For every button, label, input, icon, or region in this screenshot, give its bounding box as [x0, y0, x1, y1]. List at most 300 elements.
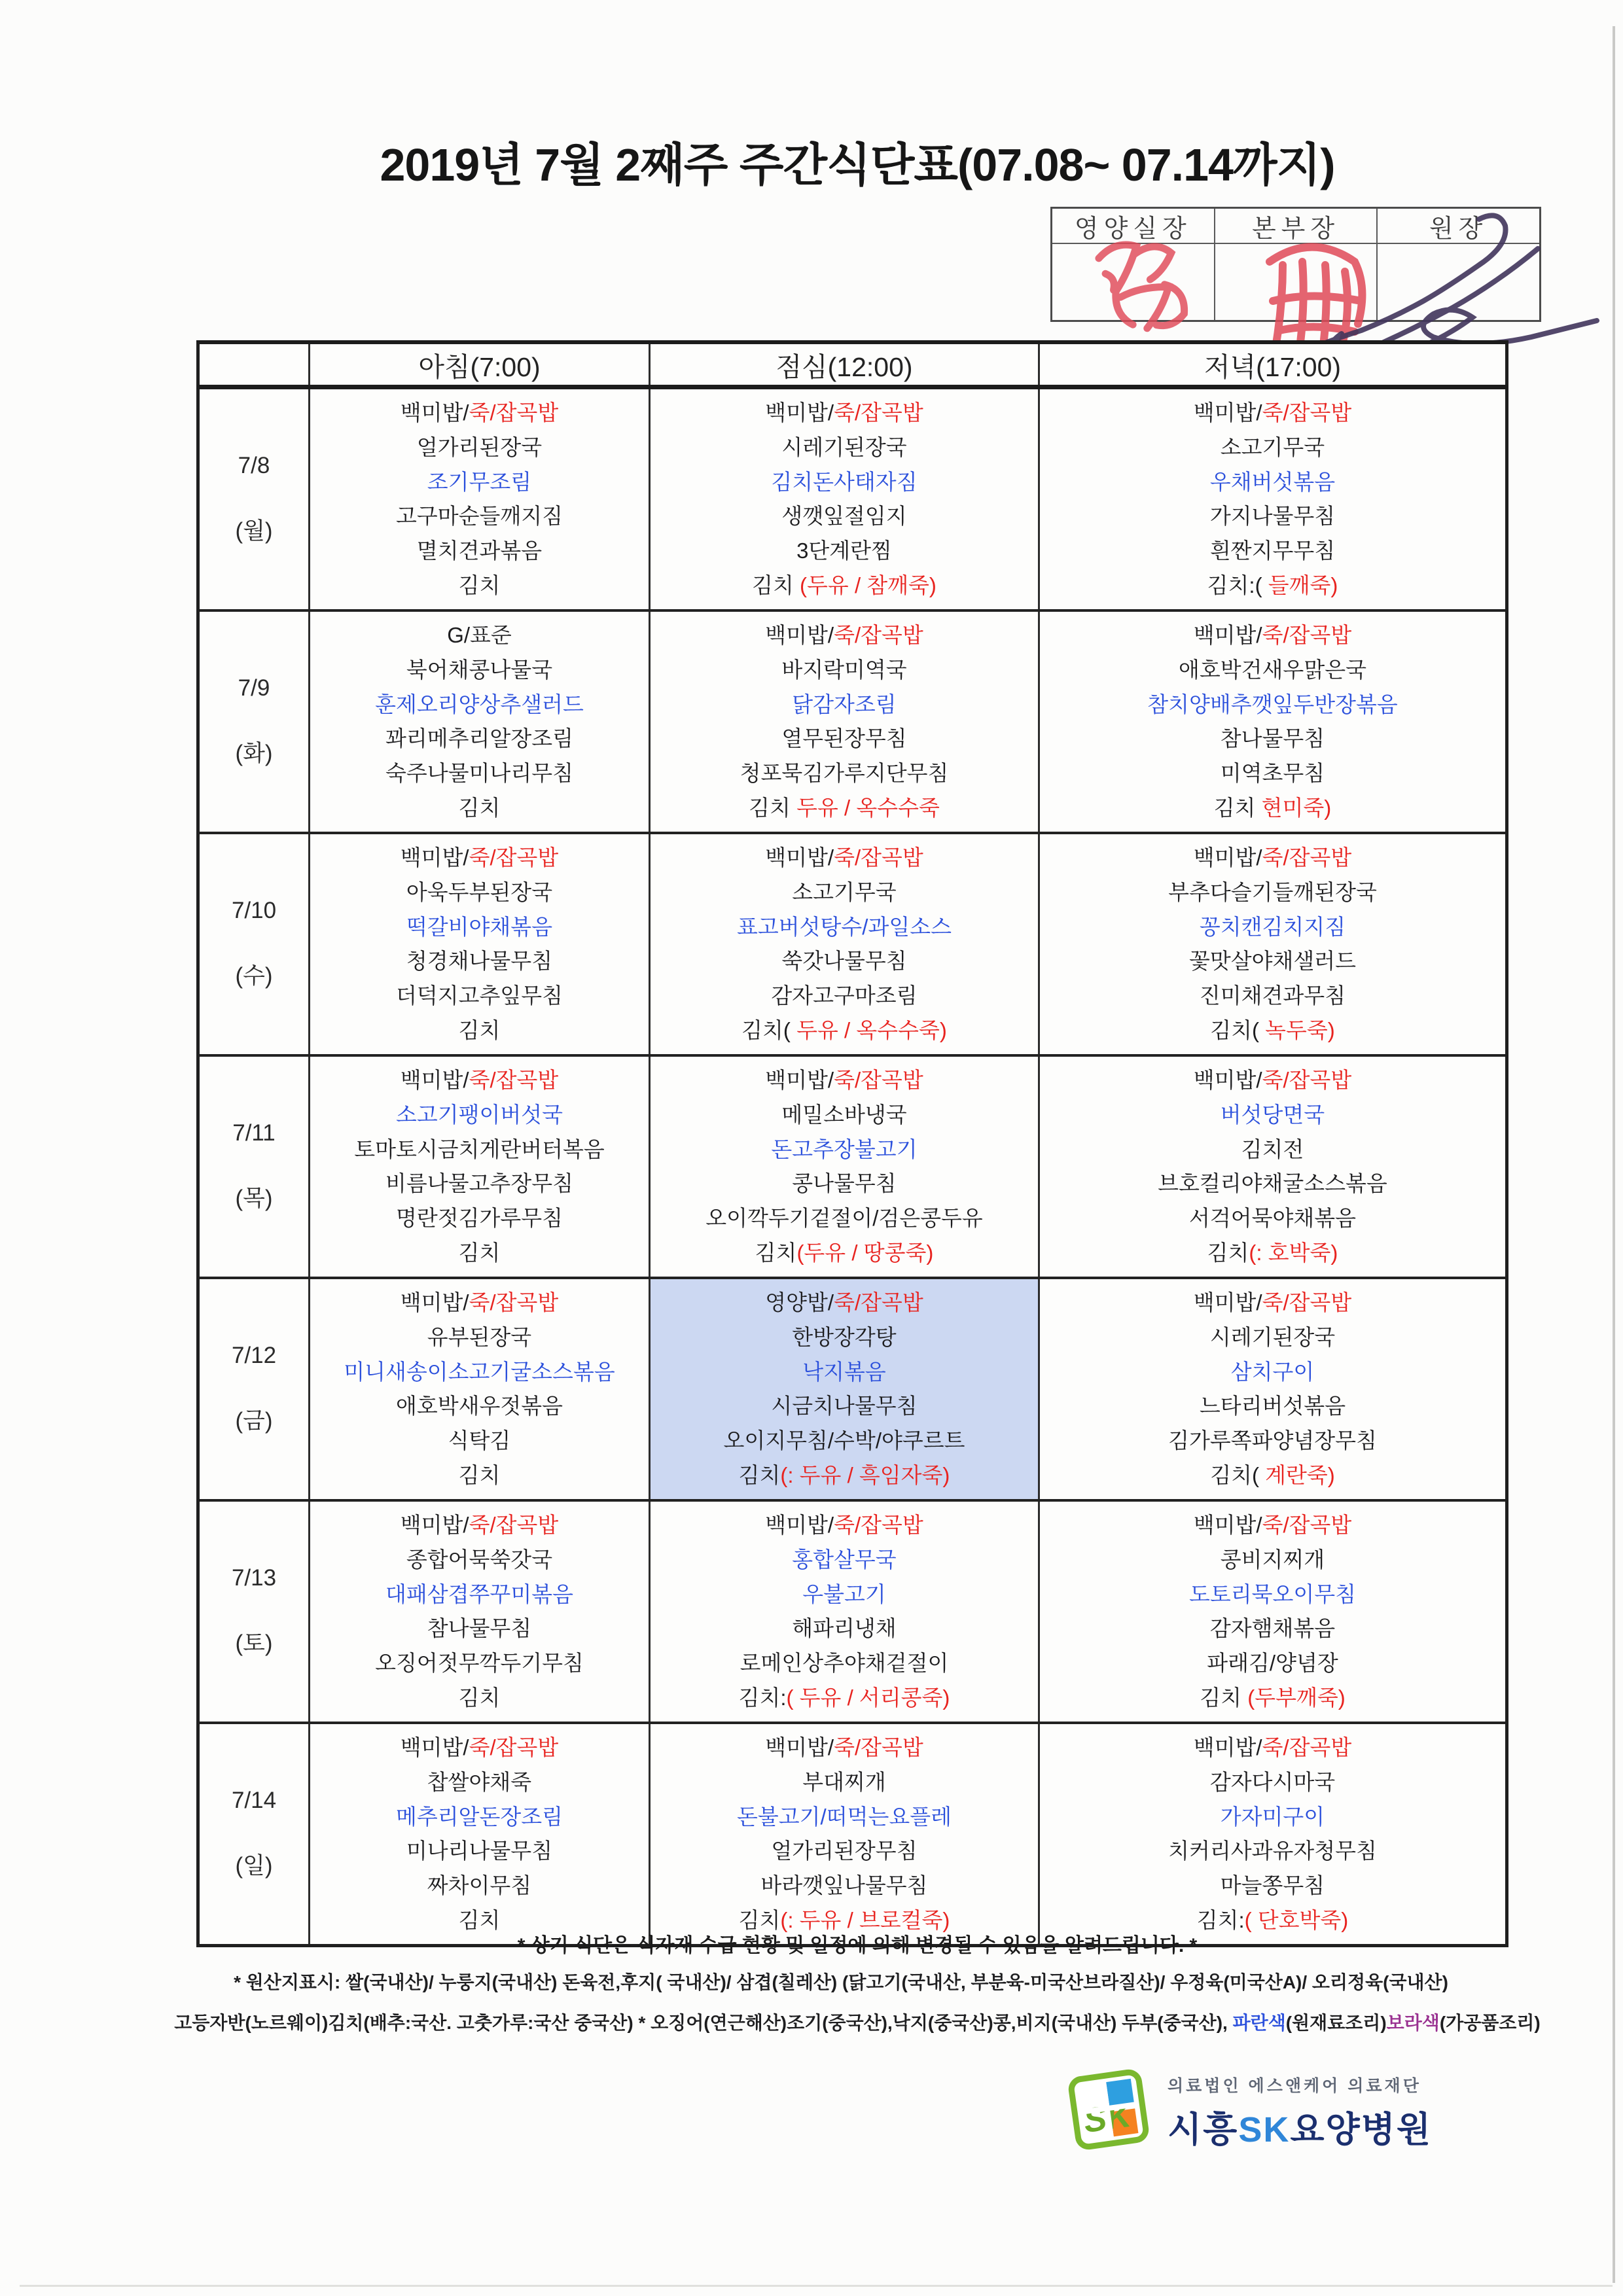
- text-segment: 찹쌀야채죽: [427, 1770, 532, 1795]
- text-segment: 콩나물무침: [792, 1171, 897, 1196]
- hospital-name-suffix: 요양병원: [1290, 2110, 1432, 2149]
- menu-row-7/14: [198, 1723, 1507, 1946]
- column-header-dinner: 저녁(17:00): [1039, 342, 1507, 387]
- text-segment: 꽃맛살야채샐러드: [1188, 949, 1357, 974]
- text-segment: 오이지무침/수박/야쿠르트: [723, 1428, 965, 1453]
- date-cell-7/13: [198, 1500, 310, 1723]
- text-segment: 메추리알돈장조림: [395, 1804, 563, 1829]
- menu-line: [1210, 539, 1335, 563]
- menu-line: [1189, 1206, 1356, 1231]
- menu-line: [792, 880, 896, 905]
- text-segment: 오징어젓무깍두기무침: [375, 1650, 584, 1675]
- menu-table: [196, 340, 1508, 1947]
- menu-line: [1179, 658, 1366, 682]
- text-segment: 계란죽): [1258, 1462, 1335, 1487]
- date-label: 7/9: [238, 675, 270, 701]
- text-segment: 소고기무국: [792, 880, 897, 905]
- text-segment: 김치: [458, 1907, 501, 1932]
- text-segment: 김치(: [741, 1017, 791, 1042]
- text-segment: 감자햄채볶음: [1209, 1616, 1336, 1641]
- text-segment: 죽/잡곡밥: [469, 1068, 559, 1093]
- text-segment: 백미밥/: [400, 845, 469, 870]
- date-label: 7/14: [231, 1788, 277, 1813]
- menu-line: [396, 1206, 563, 1231]
- text-segment: 죽/잡곡밥: [469, 1735, 559, 1760]
- text-segment: 삼치구이: [1230, 1359, 1315, 1384]
- text-segment: 홍합살무국: [792, 1547, 897, 1572]
- text-segment: 돈불고기/떠먹는요플레: [737, 1804, 952, 1829]
- approval-table: [1050, 207, 1541, 322]
- menu-line: [1221, 1103, 1325, 1127]
- day-of-week-label: (토): [235, 1631, 273, 1656]
- text-segment: 죽/잡곡밥: [1262, 623, 1352, 648]
- text-segment: 미나리나물무침: [406, 1839, 553, 1863]
- date-cell-7/9: [198, 610, 310, 833]
- text-segment: 김치: [458, 795, 501, 820]
- text-segment: 열무된장무침: [781, 726, 907, 751]
- text-segment: 멸치견과볶음: [416, 538, 543, 563]
- menu-line: [401, 1513, 559, 1538]
- menu-line: [771, 1394, 917, 1419]
- menu-line: [771, 1839, 917, 1863]
- text-segment: 토마토시금치게란버터복음: [354, 1137, 605, 1161]
- text-segment: 느타리버섯볶음: [1199, 1394, 1346, 1419]
- menu-line: [1194, 1735, 1352, 1760]
- menu-line: [385, 726, 573, 751]
- approval-stamp-cell-2: [1215, 244, 1378, 320]
- text-segment: 고구마순들깨지짐: [395, 504, 563, 529]
- menu-line: [1210, 470, 1335, 495]
- menu-line: [1221, 1873, 1325, 1898]
- text-segment: 조기무조림: [427, 469, 532, 494]
- text-segment: 백미밥/: [1193, 1735, 1262, 1760]
- text-segment: 참치양배추깻잎두반장볶음: [1147, 692, 1398, 716]
- text-segment: 우채버섯볶음: [1209, 469, 1336, 494]
- menu-line: [1194, 1290, 1352, 1315]
- menu-line: [427, 1325, 531, 1350]
- menu-cell-7/10-dinner: [1039, 833, 1507, 1055]
- text-segment: 파란색: [1232, 2013, 1286, 2033]
- menu-line: [1210, 1463, 1335, 1488]
- text-segment: 백미밥/: [765, 623, 834, 648]
- day-of-week-label: (수): [235, 963, 273, 989]
- text-segment: 꽁치캔김치지짐: [1199, 914, 1346, 939]
- menu-line: [1210, 504, 1335, 529]
- text-segment: 백미밥/: [1193, 1068, 1262, 1093]
- text-segment: 김치: [458, 1685, 501, 1710]
- menu-line: [406, 915, 552, 940]
- text-segment: 영양밥/: [765, 1290, 834, 1315]
- menu-line: [765, 400, 923, 425]
- text-segment: 백미밥/: [765, 1068, 834, 1093]
- text-segment: 죽/잡곡밥: [834, 1068, 923, 1093]
- menu-row-7/10: [198, 833, 1507, 1055]
- menu-line: [792, 692, 896, 717]
- text-segment: 죽/잡곡밥: [834, 1290, 923, 1315]
- menu-line: [1200, 1394, 1346, 1419]
- menu-line: [781, 1103, 906, 1127]
- origin-info-line-2: [105, 2009, 1610, 2035]
- text-segment: 닭감자조림: [792, 692, 897, 716]
- text-segment: G/표준: [447, 623, 512, 648]
- text-segment: 김치: [738, 1462, 781, 1487]
- text-segment: 표고버섯탕수/과일소스: [737, 914, 952, 939]
- menu-line: [1207, 573, 1338, 598]
- menu-line: [1200, 983, 1346, 1008]
- menu-line: [1210, 1770, 1335, 1795]
- text-segment: 한방장각탕: [792, 1325, 897, 1350]
- date-label: 7/10: [231, 898, 277, 923]
- menu-row-7/8: [198, 387, 1507, 611]
- menu-line: [1231, 1360, 1315, 1385]
- menu-line: [781, 658, 906, 682]
- text-segment: 김치: [458, 1017, 501, 1042]
- date-cell-7/11: [198, 1055, 310, 1278]
- menu-line: [406, 1547, 552, 1572]
- text-segment: 가자미구이: [1220, 1804, 1325, 1829]
- menu-line: [1207, 1241, 1338, 1265]
- menu-line: [705, 1206, 983, 1231]
- text-segment: 식탁김: [448, 1428, 511, 1453]
- text-segment: 백미밥/: [1193, 1513, 1262, 1538]
- menu-line: [741, 1018, 947, 1043]
- menu-line: [792, 1325, 896, 1350]
- text-segment: 김치: [738, 1907, 781, 1932]
- text-segment: 김치: [755, 1240, 797, 1265]
- text-segment: 백미밥/: [400, 400, 469, 425]
- text-segment: 치커리사과유자청무침: [1168, 1839, 1377, 1863]
- menu-line: [396, 1805, 563, 1829]
- menu-line: [792, 1547, 896, 1572]
- text-segment: 마늘쫑무침: [1220, 1873, 1325, 1898]
- text-segment: 죽/잡곡밥: [1262, 400, 1352, 425]
- text-segment: 김치:: [738, 1685, 787, 1710]
- menu-cell-7/12-dinner: [1039, 1278, 1507, 1500]
- text-segment: 죽/잡곡밥: [469, 400, 559, 425]
- text-segment: 대패삼겹쭈꾸미볶음: [385, 1581, 573, 1606]
- menu-line: [459, 1686, 501, 1710]
- menu-line: [771, 1137, 917, 1162]
- hospital-logo-text: [1168, 2066, 1432, 2152]
- text-segment: 생깻잎절임지: [781, 504, 907, 529]
- text-segment: 김치:(: [1207, 573, 1262, 597]
- text-segment: 백미밥/: [765, 845, 834, 870]
- menu-cell-7/11-dinner: [1039, 1055, 1507, 1278]
- text-segment: 죽/잡곡밥: [1262, 1513, 1352, 1538]
- menu-line: [771, 470, 917, 495]
- menu-row-7/12: [198, 1278, 1507, 1500]
- menu-line: [1207, 1651, 1338, 1676]
- text-segment: 죽/잡곡밥: [469, 845, 559, 870]
- text-segment: 애호박새우젓볶음: [395, 1394, 563, 1419]
- text-segment: 김치전: [1241, 1137, 1304, 1161]
- menu-line: [739, 1463, 950, 1488]
- text-segment: 백미밥/: [400, 1513, 469, 1538]
- text-segment: 흰짠지무무침: [1209, 538, 1336, 563]
- menu-line: [1200, 1686, 1345, 1710]
- menu-line: [1214, 796, 1332, 821]
- menu-line: [375, 692, 584, 717]
- menu-table-header: [198, 342, 1507, 387]
- text-segment: 꽈리메추리알장조림: [385, 726, 573, 751]
- menu-line: [1194, 845, 1352, 870]
- text-segment: 청포묵김가루지단무침: [740, 760, 949, 785]
- text-segment: 숙주나물미나리무침: [385, 760, 573, 785]
- menu-line: [1194, 623, 1352, 648]
- menu-line: [427, 1770, 531, 1795]
- menu-line: [447, 623, 512, 648]
- menu-line: [740, 761, 949, 786]
- text-segment: 김치(: [1210, 1017, 1259, 1042]
- text-segment: 애호박건새우맑은국: [1179, 658, 1366, 682]
- text-segment: 참나물무침: [1220, 726, 1325, 751]
- hospital-name-sk: SK: [1238, 2110, 1291, 2149]
- text-segment: 죽/잡곡밥: [834, 1735, 923, 1760]
- text-segment: 시레기된장국: [1209, 1325, 1336, 1350]
- date-label: 7/13: [231, 1565, 277, 1591]
- text-segment: 버섯당면국: [1220, 1103, 1325, 1127]
- approval-stamp-cell-1: [1052, 244, 1215, 320]
- day-of-week-label: (화): [235, 741, 273, 766]
- menu-line: [802, 1582, 886, 1607]
- menu-line: [417, 435, 542, 460]
- text-segment: 녹두죽): [1258, 1017, 1335, 1042]
- text-segment: 청경채나물무침: [406, 949, 553, 974]
- menu-line: [765, 845, 923, 870]
- menu-line: [385, 761, 573, 786]
- menu-line: [802, 1770, 886, 1795]
- text-segment: 바지락미역국: [781, 658, 907, 682]
- menu-line: [401, 1735, 559, 1760]
- text-segment: 현미죽): [1255, 795, 1332, 820]
- text-segment: 죽/잡곡밥: [834, 1513, 923, 1538]
- hospital-name: [1168, 2102, 1432, 2152]
- menu-line: [1210, 1018, 1335, 1043]
- menu-cell-7/14-dinner: [1039, 1723, 1507, 1946]
- text-segment: 메밀소바냉국: [781, 1103, 907, 1127]
- text-segment: 백미밥/: [765, 1513, 834, 1538]
- text-segment: 백미밥/: [400, 1068, 469, 1093]
- menu-line: [344, 1360, 615, 1385]
- menu-line: [459, 796, 501, 821]
- menu-line: [1221, 435, 1325, 460]
- menu-line: [739, 1686, 950, 1710]
- text-segment: 시금치나물무침: [771, 1394, 918, 1419]
- menu-line: [781, 726, 906, 751]
- menu-line: [724, 1428, 965, 1453]
- text-segment: 김치(: [1210, 1462, 1259, 1487]
- menu-line: [1210, 1325, 1335, 1350]
- text-segment: 얼가리된장국: [416, 435, 543, 460]
- menu-line: [781, 949, 906, 974]
- menu-line: [771, 983, 917, 1008]
- text-segment: 김치: [1207, 1240, 1249, 1265]
- text-segment: 죽/잡곡밥: [469, 1290, 559, 1315]
- text-segment: 죽/잡곡밥: [469, 1513, 559, 1538]
- text-segment: 감자고구마조림: [771, 983, 918, 1008]
- text-segment: 보라색: [1386, 2013, 1440, 2033]
- menu-line: [427, 1873, 531, 1898]
- day-of-week-label: (금): [235, 1408, 273, 1434]
- menu-line: [1241, 1137, 1304, 1162]
- text-segment: 죽/잡곡밥: [1262, 1735, 1352, 1760]
- text-segment: 백미밥/: [1193, 1290, 1262, 1315]
- text-segment: 미니새송이소고기굴소스볶음: [344, 1359, 615, 1384]
- page-title: 2019년 7월 2째주 주간식단표(07.08~ 07.14까지): [380, 139, 1335, 190]
- menu-line: [792, 1171, 896, 1196]
- menu-line: [401, 400, 559, 425]
- menu-line: [385, 1582, 573, 1607]
- menu-line: [1210, 1616, 1335, 1641]
- text-segment: 해파리냉채: [792, 1616, 897, 1641]
- menu-line: [401, 1290, 559, 1315]
- text-segment: 김치: [458, 1462, 501, 1487]
- date-label: 7/8: [238, 453, 270, 478]
- approval-header-row: [1052, 209, 1539, 244]
- menu-cell-7/13-breakfast: [310, 1500, 650, 1723]
- approval-stamp-cell-3: [1378, 244, 1539, 320]
- menu-line: [1189, 949, 1356, 974]
- menu-line: [781, 435, 906, 460]
- text-segment: 죽/잡곡밥: [1262, 1068, 1352, 1093]
- menu-line: [1194, 1513, 1352, 1538]
- text-segment: 소고기무국: [1220, 435, 1325, 460]
- text-segment: 종합어묵쑥갓국: [406, 1547, 553, 1572]
- text-segment: 백미밥/: [400, 1290, 469, 1315]
- menu-line: [406, 658, 552, 682]
- hospital-name-prefix: 시흥: [1168, 2110, 1239, 2149]
- menu-cell-7/12-lunch: [650, 1278, 1039, 1500]
- day-of-week-label: (일): [235, 1853, 273, 1879]
- menu-cell-7/14-breakfast: [310, 1723, 650, 1946]
- menu-line: [737, 915, 952, 940]
- text-segment: (: 두유 / 브로컬죽): [780, 1907, 950, 1932]
- column-header-breakfast: 아침(7:00): [310, 342, 650, 387]
- scan-edge-right: [1613, 26, 1615, 2283]
- menu-line: [1221, 1805, 1325, 1829]
- menu-line: [427, 1616, 531, 1641]
- menu-line: [459, 573, 501, 598]
- menu-line: [401, 845, 559, 870]
- menu-row-7/11: [198, 1055, 1507, 1278]
- hospital-logo: [1065, 2066, 1432, 2153]
- menu-line: [752, 573, 936, 598]
- text-segment: 들깨죽): [1262, 573, 1338, 597]
- text-segment: 브호컬리야채굴소스볶음: [1158, 1171, 1387, 1196]
- menu-line: [781, 504, 906, 529]
- text-segment: 짜차이무침: [427, 1873, 532, 1898]
- approval-header-director: 원장: [1378, 209, 1539, 244]
- menu-line: [765, 1068, 923, 1093]
- menu-line: [459, 1018, 501, 1043]
- text-segment: 김가루쪽파양념장무침: [1168, 1428, 1377, 1453]
- menu-cell-7/10-breakfast: [310, 833, 650, 1055]
- menu-cell-7/11-breakfast: [310, 1055, 650, 1278]
- text-segment: 우불고기: [802, 1581, 886, 1606]
- menu-line: [1194, 400, 1352, 425]
- menu-line: [765, 623, 923, 648]
- text-segment: 오이깍두기겉절이/검은콩두유: [705, 1205, 983, 1230]
- text-segment: 백미밥/: [1193, 400, 1262, 425]
- menu-line: [737, 1805, 952, 1829]
- date-label: 7/12: [231, 1343, 277, 1368]
- text-segment: 바라깻잎나물무침: [760, 1873, 928, 1898]
- menu-line: [354, 1137, 605, 1162]
- menu-line: [1168, 880, 1377, 905]
- menu-line: [760, 1873, 927, 1898]
- menu-line: [1147, 692, 1398, 717]
- menu-cell-7/10-lunch: [650, 833, 1039, 1055]
- text-segment: 3단계란찜: [796, 538, 892, 563]
- menu-cell-7/14-lunch: [650, 1723, 1039, 1946]
- text-segment: 로메인상추야채겉절이: [740, 1650, 949, 1675]
- text-segment: 부대찌개: [802, 1770, 886, 1795]
- text-segment: 미역초무침: [1220, 760, 1325, 785]
- text-segment: 감자다시마국: [1209, 1770, 1336, 1795]
- text-segment: 김치: [752, 573, 794, 597]
- text-segment: 백미밥/: [1193, 623, 1262, 648]
- menu-row-7/9: [198, 610, 1507, 833]
- text-segment: 참나물무침: [427, 1616, 532, 1641]
- text-segment: (원재료조리): [1285, 2013, 1387, 2033]
- text-segment: 김치:: [1196, 1907, 1245, 1932]
- text-segment: 김치: [1200, 1685, 1242, 1710]
- origin-info-line-1: [92, 1968, 1590, 1994]
- text-segment: 김치: [458, 573, 501, 597]
- menu-line: [1158, 1171, 1387, 1196]
- menu-line: [427, 470, 531, 495]
- menu-cell-7/13-dinner: [1039, 1500, 1507, 1723]
- menu-line: [755, 1241, 934, 1265]
- menu-line: [765, 1290, 923, 1315]
- date-cell-7/10: [198, 833, 310, 1055]
- approval-header-division-head: 본부장: [1215, 209, 1378, 244]
- text-segment: 백미밥/: [765, 400, 834, 425]
- menu-line: [396, 504, 563, 529]
- text-segment: 백미밥/: [400, 1735, 469, 1760]
- menu-line: [459, 1241, 501, 1265]
- menu-line: [406, 1839, 552, 1863]
- text-segment: 낙지볶음: [802, 1359, 886, 1384]
- text-segment: 백미밥/: [765, 1735, 834, 1760]
- menu-line: [749, 796, 940, 821]
- text-segment: 김치돈사태자짐: [771, 469, 918, 494]
- menu-cell-7/9-dinner: [1039, 610, 1507, 833]
- date-label: 7/11: [232, 1120, 276, 1146]
- menu-line: [802, 1360, 886, 1385]
- menu-line: [792, 1616, 896, 1641]
- menu-line: [406, 949, 552, 974]
- approval-stamp-row: [1052, 244, 1539, 320]
- text-segment: 백미밥/: [1193, 845, 1262, 870]
- text-segment: 소고기팽이버섯국: [395, 1103, 563, 1127]
- text-segment: ( 단호박죽): [1244, 1907, 1349, 1932]
- text-segment: ( 두유 / 서리콩죽): [786, 1685, 950, 1710]
- menu-line: [765, 1513, 923, 1538]
- menu-cell-7/9-lunch: [650, 610, 1039, 833]
- menu-row-7/13: [198, 1500, 1507, 1723]
- text-segment: 진미채견과무침: [1199, 983, 1346, 1008]
- text-segment: 비름나물고추장무침: [385, 1171, 573, 1196]
- menu-line: [406, 880, 552, 905]
- text-segment: 시레기된장국: [781, 435, 907, 460]
- menu-line: [1189, 1582, 1356, 1607]
- menu-line: [396, 1394, 563, 1419]
- date-cell-7/12: [198, 1278, 310, 1500]
- approval-header-nutrition-manager: 영양실장: [1052, 209, 1215, 244]
- menu-cell-7/11-lunch: [650, 1055, 1039, 1278]
- menu-line: [740, 1651, 949, 1676]
